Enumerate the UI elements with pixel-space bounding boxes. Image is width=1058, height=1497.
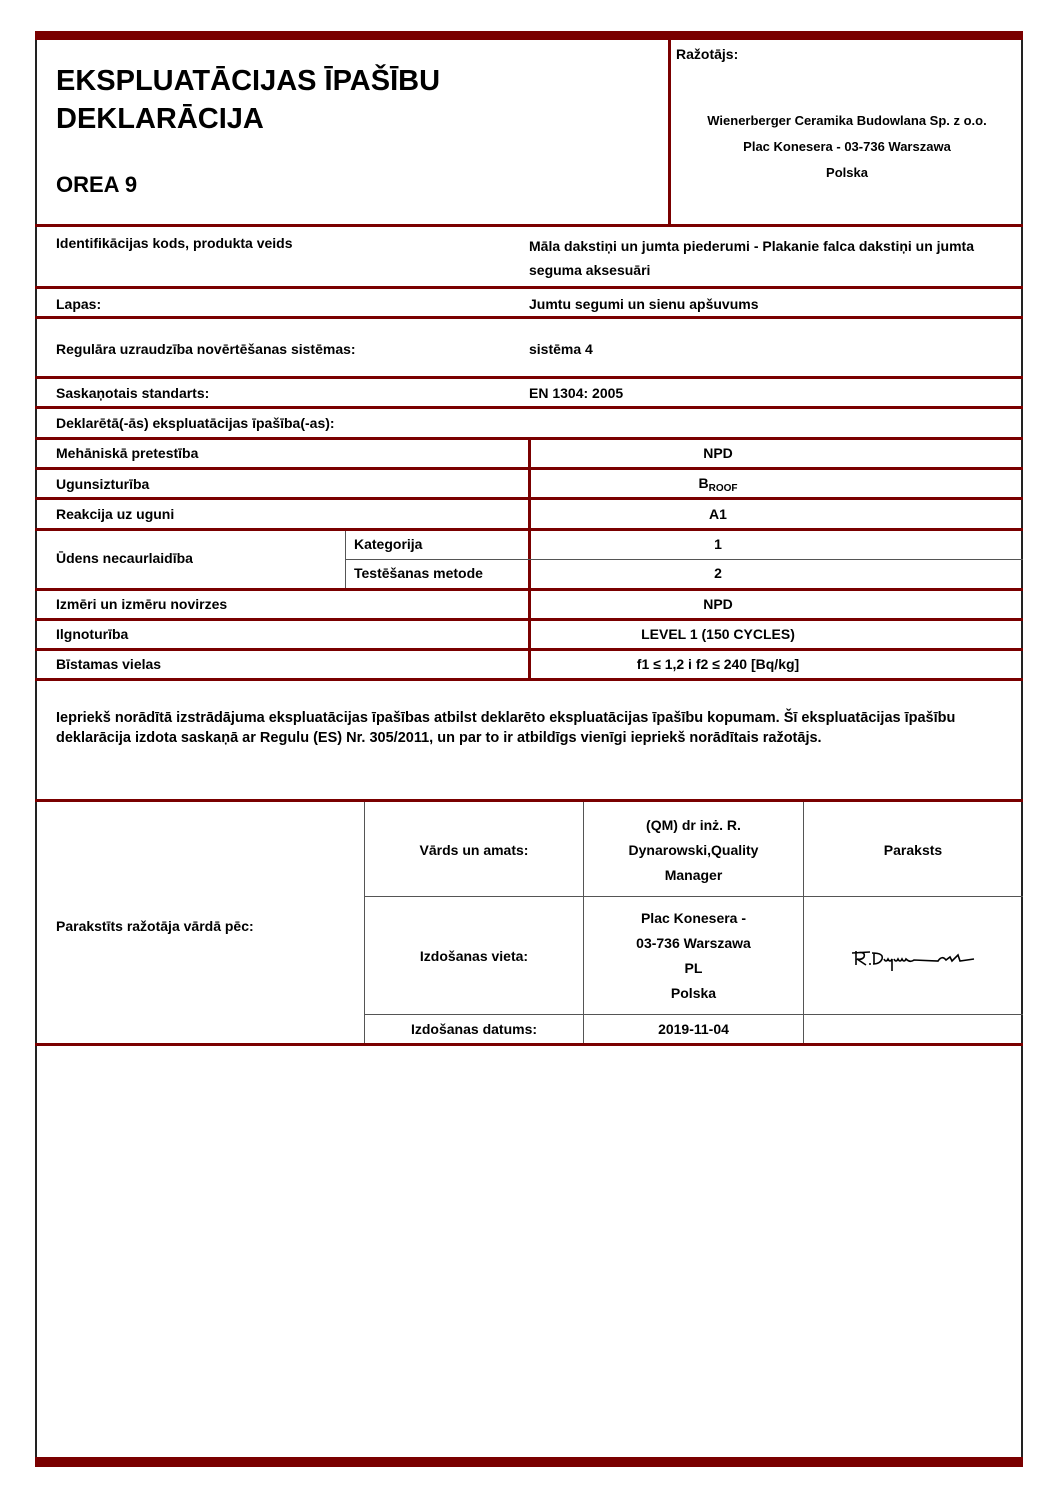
signed-for-label: Parakstīts ražotāja vārdā pēc: <box>56 918 254 934</box>
date-value: 2019-11-04 <box>658 1021 729 1037</box>
name-line: (QM) dr inż. R. <box>646 817 741 833</box>
name-label: Vārds un amats: <box>419 842 529 858</box>
title-line: EKSPLUATĀCIJAS ĪPAŠĪBU <box>56 65 441 97</box>
handwritten-signature-icon <box>848 945 978 980</box>
compliance-statement: Iepriekš norādītā izstrādājuma ekspluatācijas īpašības atbilst deklarēto ekspluatācijas īpašību kopumam. Šī ekspluatācijas īpašību deklarācija izdota saskaņā ar Regulu (ES) Nr. 305/2011, un par to ir atbildīgs vienīgi iepriekš norādītais ražotājs. <box>56 710 956 746</box>
sig-row-divider <box>364 896 1023 897</box>
divider <box>35 1043 1023 1046</box>
divider <box>35 224 1023 227</box>
manufacturer-country: Polska <box>826 165 868 180</box>
use-label: Lapas: <box>56 296 102 312</box>
manufacturer-info <box>672 108 1022 186</box>
durability-label: Ilgnoturība <box>56 626 129 642</box>
dangerous-value: f1 ≤ 1,2 i f2 ≤ 240 [Bq/kg] <box>636 656 800 672</box>
dims-label: Izmēri un izmēru novirzes <box>56 596 228 612</box>
system-value: sistēma 4 <box>529 341 593 357</box>
fire-react-label: Reakcija uz uguni <box>56 506 175 522</box>
divider <box>35 286 1023 289</box>
name-value <box>584 813 803 888</box>
fire-ext-label: Ugunsizturība <box>56 476 150 492</box>
place-line: Plac Konesera - <box>640 910 747 926</box>
id-code-label: Identifikācijas kods, produkta veids <box>56 235 293 251</box>
water-row-divider <box>345 559 1023 560</box>
dims-value: NPD <box>703 596 733 612</box>
divider <box>35 799 1023 802</box>
place-value <box>584 906 803 1006</box>
dangerous-label: Bīstamas vielas <box>56 656 162 672</box>
water-category-label: Kategorija <box>354 536 423 552</box>
name-line: Manager <box>664 867 723 883</box>
id-code-value: Māla dakstiņi un jumta piederumi - Plakanie falca dakstiņi un jumta seguma aksesuāri <box>529 238 974 278</box>
top-border <box>35 31 1023 40</box>
place-line: 03-736 Warszawa <box>636 935 751 951</box>
manufacturer-label: Ražotājs: <box>676 46 739 62</box>
use-value: Jumtu segumi un sienu apšuvums <box>529 296 759 312</box>
divider <box>35 618 1023 621</box>
divider <box>35 678 1023 681</box>
water-method-value: 2 <box>714 565 722 581</box>
document-title <box>56 62 440 138</box>
divider <box>35 648 1023 651</box>
divider <box>35 497 1023 500</box>
divider <box>35 467 1023 470</box>
divider <box>35 528 1023 531</box>
declared-heading: Deklarētā(-ās) ekspluatācijas īpašība(-as): <box>56 415 335 431</box>
date-label: Izdošanas datums: <box>410 1021 538 1037</box>
mech-value: NPD <box>703 445 733 461</box>
standard-label: Saskaņotais standarts: <box>56 385 210 401</box>
place-line: PL <box>684 960 703 976</box>
divider <box>35 316 1023 319</box>
place-label: Izdošanas vieta: <box>419 948 529 964</box>
manufacturer-address: Plac Konesera - 03-736 Warszawa <box>743 139 951 154</box>
header-divider <box>668 40 671 226</box>
water-label: Ūdens necaurlaidība <box>56 550 193 566</box>
bottom-border <box>35 1457 1023 1467</box>
divider <box>35 588 1023 591</box>
water-category-value: 1 <box>714 536 722 552</box>
place-line: Polska <box>670 985 717 1001</box>
durability-value: LEVEL 1 (150 CYCLES) <box>641 626 795 642</box>
water-method-label: Testēšanas metode <box>354 565 483 581</box>
sig-row-divider <box>364 1014 1023 1015</box>
system-label: Regulāra uzraudzība novērtēšanas sistēmas: <box>56 341 356 357</box>
divider <box>35 406 1023 409</box>
manufacturer-name: Wienerberger Ceramika Budowlana Sp. z o.o. <box>707 113 987 128</box>
divider <box>35 376 1023 379</box>
signature-label: Paraksts <box>883 842 943 858</box>
title-line: DEKLARĀCIJA <box>56 103 264 135</box>
fire-react-value: A1 <box>709 506 727 522</box>
product-name: OREA 9 <box>56 172 138 197</box>
fire-ext-subscript: ROOF <box>708 483 738 494</box>
fire-ext-class: B <box>698 475 709 491</box>
standard-value: EN 1304: 2005 <box>529 385 624 401</box>
mech-label: Mehāniskā pretestība <box>56 445 199 461</box>
name-line: Dynarowski,Quality <box>628 842 759 858</box>
